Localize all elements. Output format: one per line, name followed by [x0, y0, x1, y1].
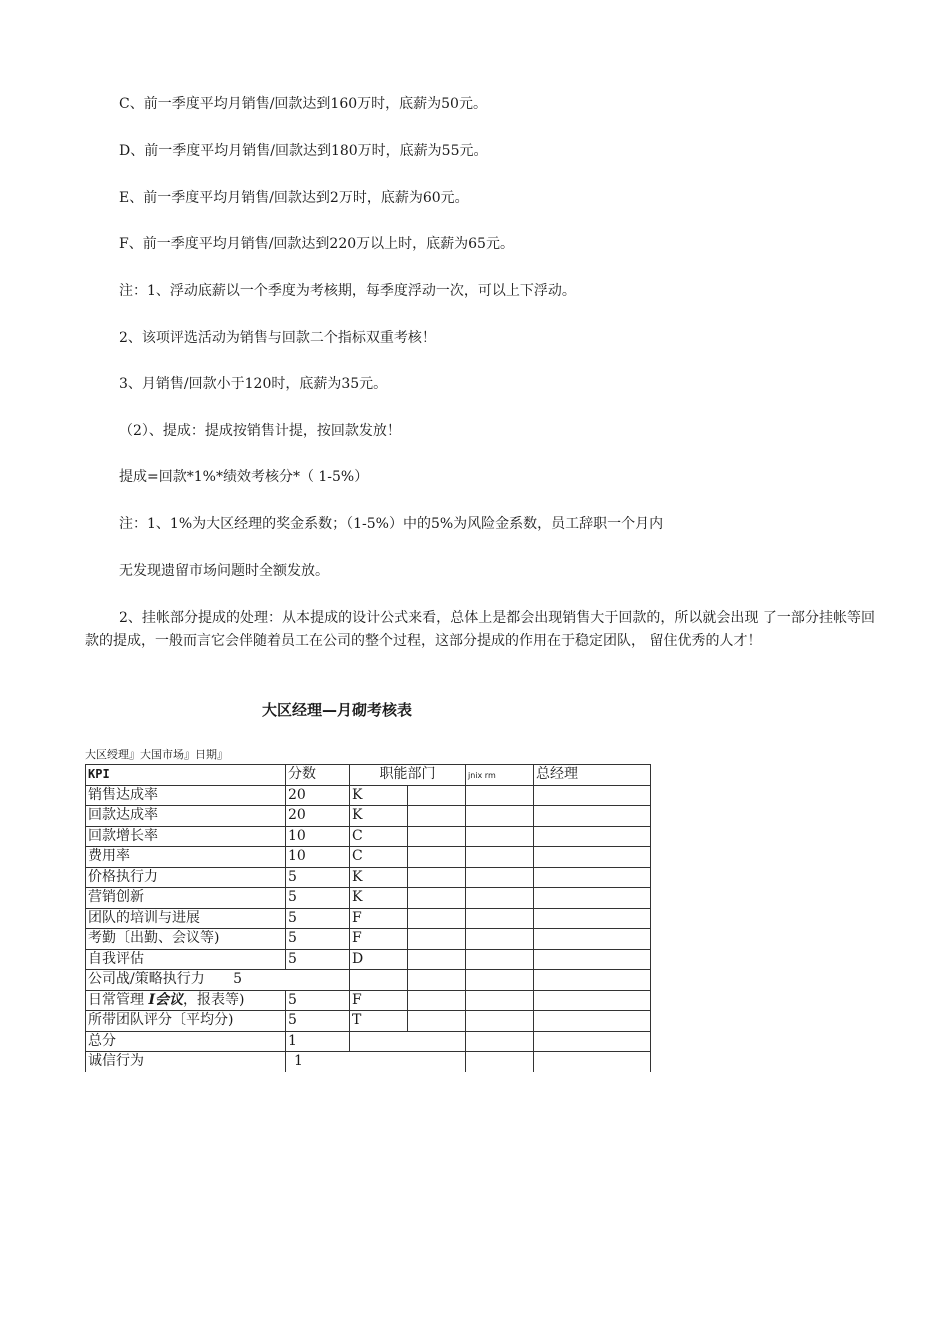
commission-note: 注：1、1%为大区经理的奖金系数；（1-5%）中的5%为风险金系数，员工辞职一个月内 — [119, 516, 664, 532]
commission-heading: （2）、提成：提成按销售计提，按回款发放！ — [119, 423, 401, 439]
kpi-item: 考勤〔出勤、会议等) — [86, 929, 286, 950]
table-row — [86, 949, 651, 970]
kpi-score: 5 — [286, 1011, 350, 1032]
text-line-e: E、前一季度平均月销售/回款达到2万时，底薪为60元。 — [119, 190, 469, 206]
integrity-score: 1 — [286, 1052, 466, 1072]
text-line-f: F、前一季度平均月销售/回款达到220万以上时，底薪为65元。 — [119, 236, 514, 252]
kpi-table — [85, 764, 651, 1072]
dept-column-header: 职能部门 — [350, 765, 466, 786]
strategy-score: 5 — [233, 971, 243, 988]
table-header-row — [86, 765, 651, 786]
table-row-integrity — [86, 1052, 651, 1072]
kpi-score: 5 — [286, 949, 350, 970]
kpi-code: F — [350, 908, 408, 929]
kpi-item: 营销创新 — [86, 888, 286, 909]
kpi-score: 5 — [286, 990, 350, 1011]
kpi-column-header: KPI — [86, 765, 286, 786]
text-line-c: C、前一季度平均月销售/回款达到160万时，底薪为50元。 — [119, 96, 487, 112]
gm-column-header: 总经理 — [534, 765, 651, 786]
daily-item-prefix: 日常管理 — [88, 991, 144, 1008]
table-row — [86, 867, 651, 888]
table-header-line: 大区绶理』大国市场』日期』 — [85, 748, 228, 761]
total-score: 1 — [286, 1031, 350, 1052]
kpi-item: 自我评估 — [86, 949, 286, 970]
table-row — [86, 806, 651, 827]
kpi-item: 销售达成率 — [86, 785, 286, 806]
table-row — [86, 847, 651, 868]
kpi-code: D — [350, 949, 408, 970]
kpi-code: F — [350, 990, 408, 1011]
kpi-score: 10 — [286, 826, 350, 847]
table-row — [86, 826, 651, 847]
note-2: 2、该项评选活动为销售与回款二个指标双重考核！ — [119, 330, 436, 346]
table-row — [86, 908, 651, 929]
table-row-daily — [86, 990, 651, 1011]
kpi-code: C — [350, 847, 408, 868]
kpi-item: 回款增长率 — [86, 826, 286, 847]
kpi-code: K — [350, 785, 408, 806]
kpi-code: F — [350, 929, 408, 950]
kpi-score: 10 — [286, 847, 350, 868]
strategy-item: 公司战/策略执行力 — [88, 971, 205, 988]
kpi-score: 5 — [286, 867, 350, 888]
daily-item-italic: I会议 — [148, 991, 184, 1008]
kpi-item: 团队的培训与进展 — [86, 908, 286, 929]
table-row-strategy — [86, 970, 651, 991]
table-title: 大区经理—月砌考核表 — [262, 701, 413, 719]
kpi-item — [86, 990, 286, 1011]
kpi-item: 所带团队评分〔平均分) — [86, 1011, 286, 1032]
kpi-item: 价格执行力 — [86, 867, 286, 888]
score-column-header: 分数 — [286, 765, 350, 786]
kpi-code: K — [350, 888, 408, 909]
kpi-score: 20 — [286, 785, 350, 806]
kpi-score: 5 — [286, 888, 350, 909]
kpi-score: 5 — [286, 908, 350, 929]
kpi-item — [86, 970, 350, 991]
kpi-score: 20 — [286, 806, 350, 827]
total-label: 总分 — [86, 1031, 286, 1052]
pending-commission-paragraph: 2、挂帐部分提成的处理：从本提成的设计公式来看，总体上是都会出现销售大于回款的，所以就会出现 了一部分挂帐等回款的提成，一般而言它会伴随着员工在公司的整个过程，这部分提成的作用在于稳定团队， 留住优秀的人才！ — [85, 610, 875, 649]
integrity-label: 诚信行为 — [86, 1052, 286, 1072]
daily-item-suffix: ，报表等) — [183, 991, 245, 1008]
kpi-item: 回款达成率 — [86, 806, 286, 827]
kpi-item: 费用率 — [86, 847, 286, 868]
commission-note-cont: 无发现遗留市场问题时全额发放。 — [119, 563, 329, 579]
commission-formula: 提成=回款*1%*绩效考核分*（ 1-5%） — [119, 469, 369, 485]
text-line-d: D、前一季度平均月销售/回款达到180万时，底薪为55元。 — [119, 143, 488, 159]
table-row — [86, 929, 651, 950]
kpi-code: K — [350, 867, 408, 888]
misc-column-header: jnix rm — [466, 765, 534, 786]
note-1: 注：1、浮动底薪以一个季度为考核期，每季度浮动一次，可以上下浮动。 — [119, 283, 576, 299]
kpi-code: C — [350, 826, 408, 847]
table-row — [86, 888, 651, 909]
table-row — [86, 785, 651, 806]
table-row-total — [86, 1031, 651, 1052]
kpi-code: T — [350, 1011, 408, 1032]
table-row-team — [86, 1011, 651, 1032]
note-3: 3、月销售/回款小于120时，底薪为35元。 — [119, 376, 388, 392]
kpi-score: 5 — [286, 929, 350, 950]
kpi-code: K — [350, 806, 408, 827]
